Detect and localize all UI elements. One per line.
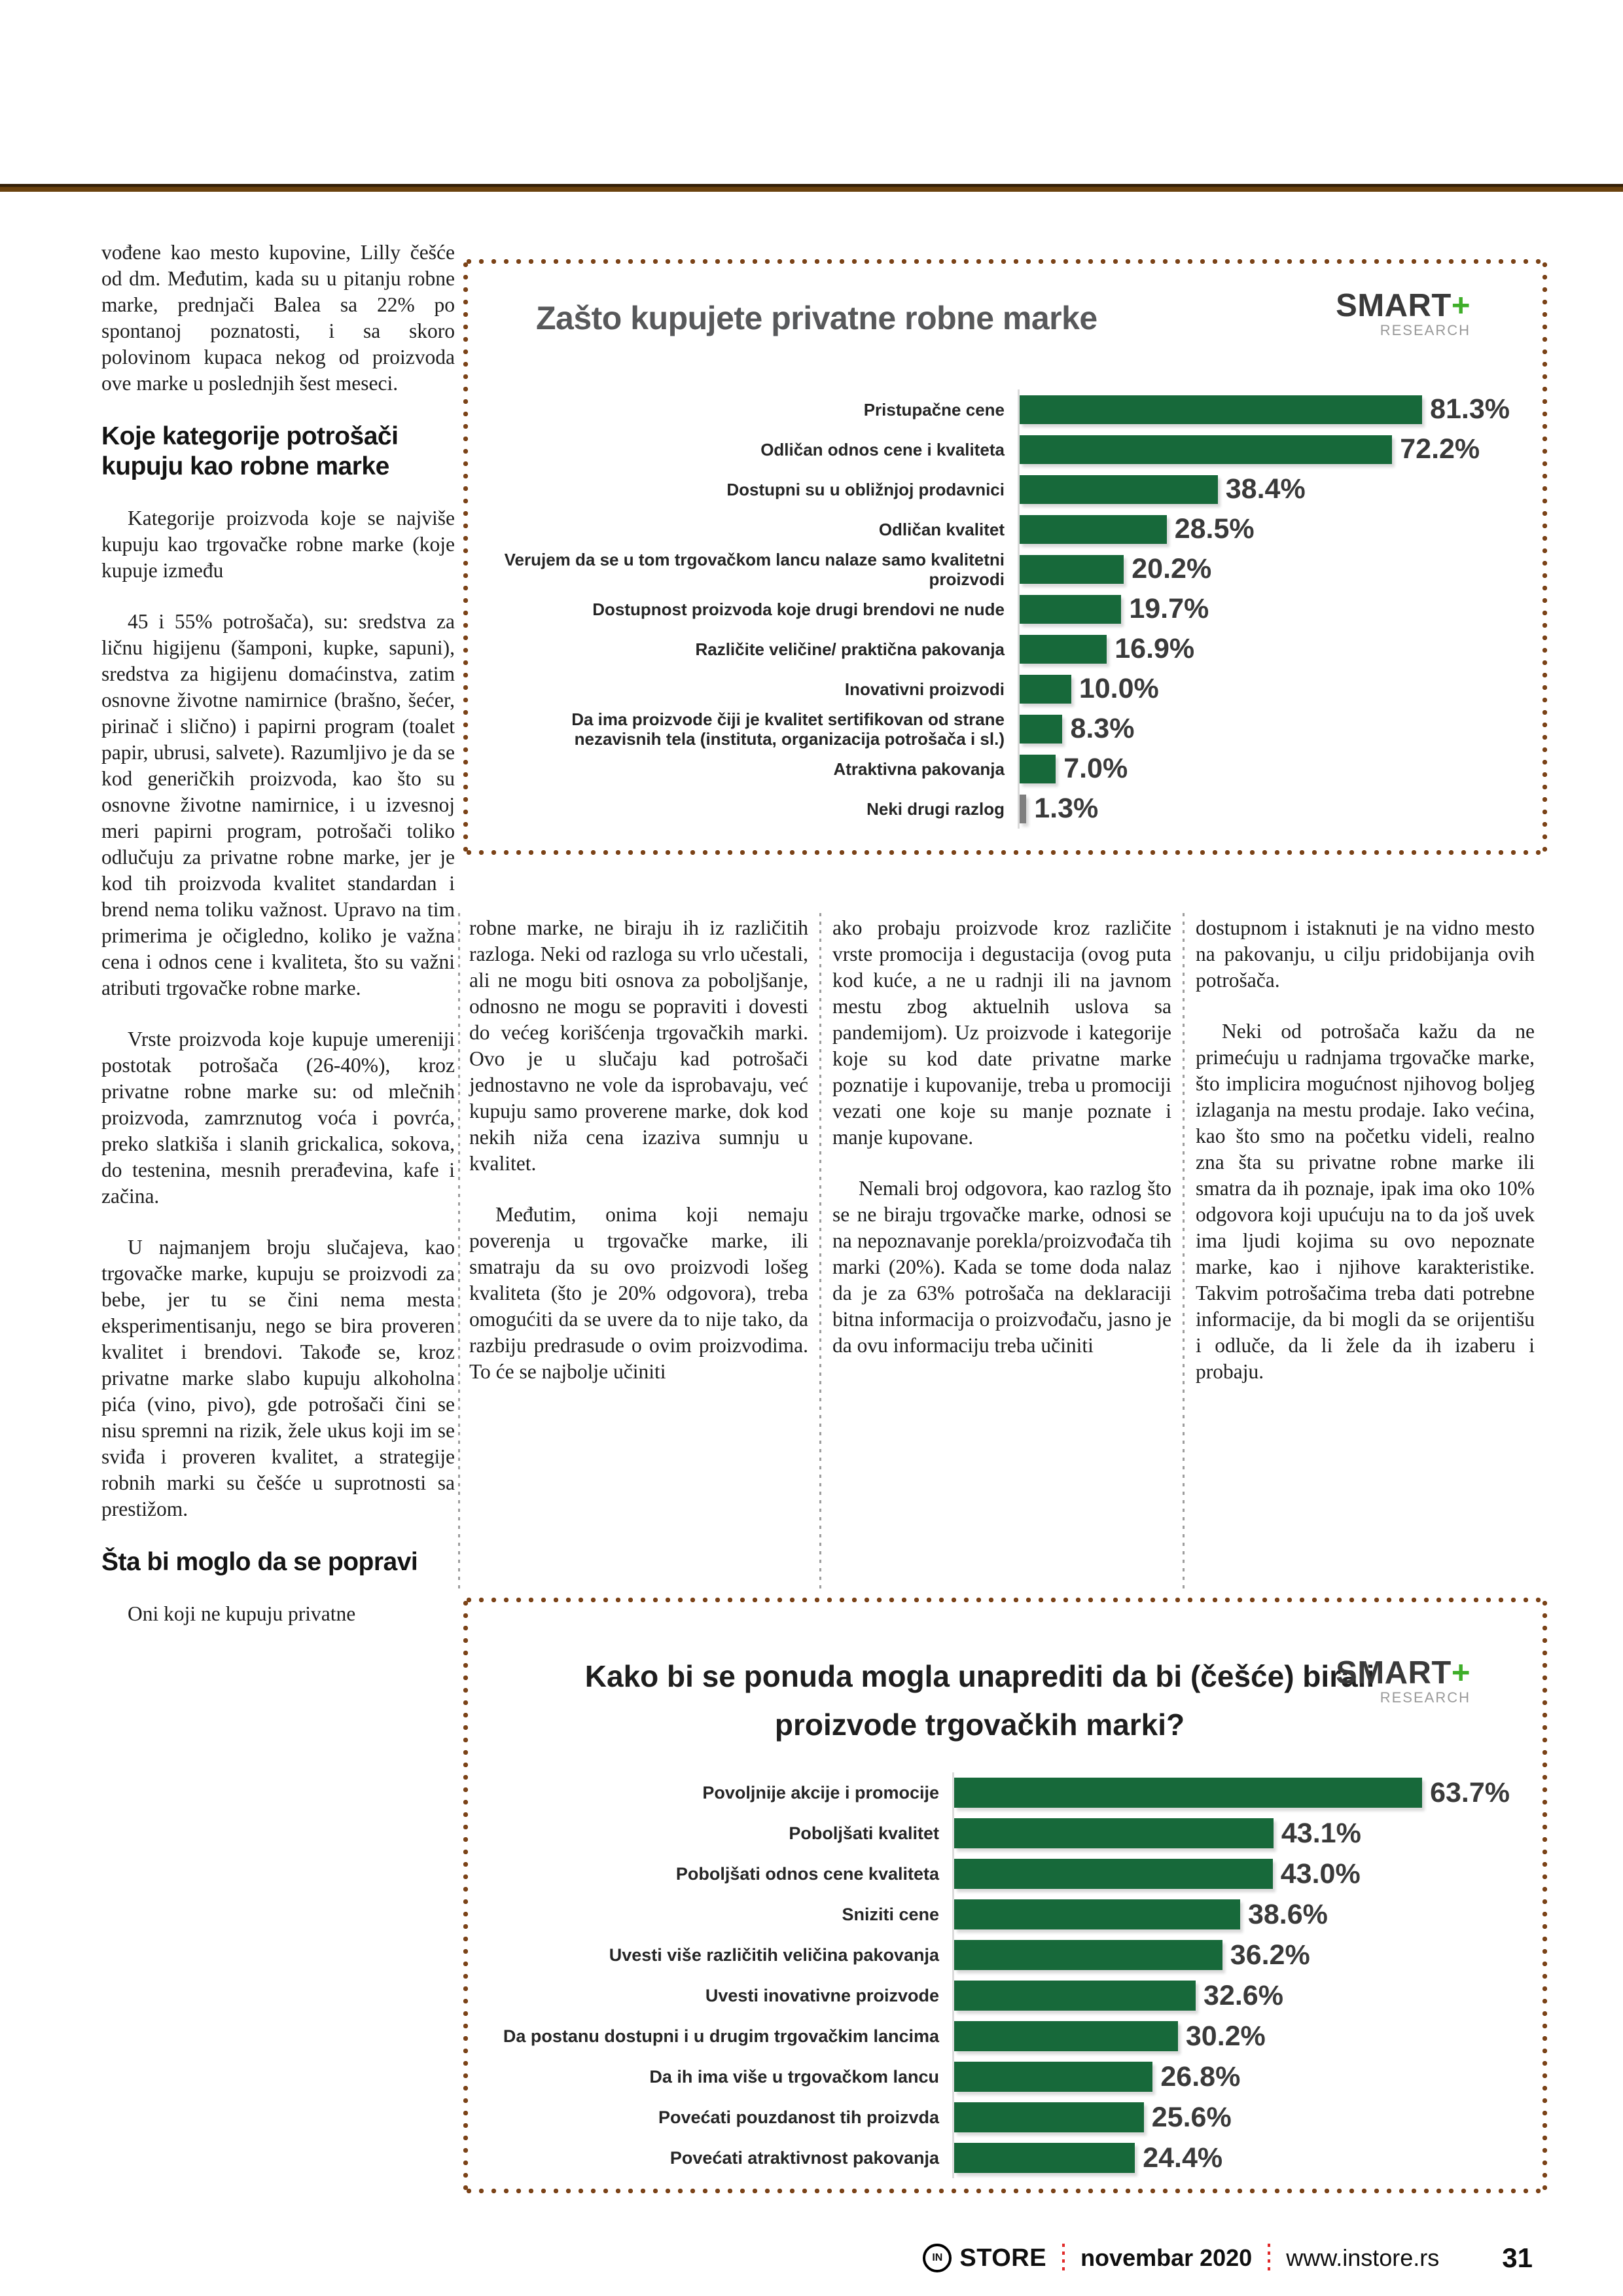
bar-value: 8.3% <box>1070 713 1135 744</box>
bar <box>954 1940 1222 1970</box>
footer-divider <box>1268 2244 1270 2272</box>
bar-value: 10.0% <box>1079 673 1159 704</box>
bar <box>954 2143 1135 2173</box>
bar <box>954 1981 1196 2011</box>
bar-value: 26.8% <box>1160 2060 1241 2092</box>
bar-category-label: Dostupnost proizvoda koje drugi brendovi ne nude <box>592 599 1005 619</box>
dotted-border-bottom <box>463 2188 1548 2194</box>
bar <box>1020 795 1026 823</box>
bar-chart-plot <box>501 389 1510 829</box>
top-rule <box>0 184 1623 192</box>
bar-track <box>952 1935 1510 1975</box>
bar-row <box>501 709 1510 749</box>
dotted-border-bottom <box>463 850 1548 855</box>
bar-row <box>501 1772 1510 1813</box>
dotted-border-right <box>1542 259 1548 855</box>
bar-category-label: Poboljšati odnos cene kvaliteta <box>675 1863 939 1884</box>
bar-value: 28.5% <box>1174 513 1255 545</box>
magazine-brand: STORE <box>959 2244 1047 2272</box>
bar-row <box>501 1975 1510 2016</box>
smart-logo-wordmark <box>1336 1657 1471 1689</box>
bar-row <box>501 1935 1510 1975</box>
bar <box>1020 395 1422 424</box>
dotted-border-top <box>463 1597 1548 1603</box>
bar-track <box>952 2138 1510 2178</box>
smart-research-logo <box>1336 1657 1471 1705</box>
footer-divider <box>1062 2244 1065 2272</box>
bar-value: 19.7% <box>1129 593 1209 624</box>
smart-research-logo <box>1336 290 1471 338</box>
paragraph: 45 i 55% potrošača), su: sredstva za ličnu higijenu (šamponi, kupke, sapuni), sredstva za higijenu domaćinstva, zatim osnovne životne namirnice (brašno, šećer, pirinač i slično) i papirni program (toalet papir, ubrusi, salvete). Razumljivo je da se kod generičkih proizvoda, kao što su osnovne životne namirnice, i u izvesnoj meri papirni program, potrošači toliko odlučuju za privatne robne marke, jer je kod tih proizvoda kvalitet standardan i brend nema toliku važnost. Upravo na tim primerima je očigledno, koliko je važna cena i odnos cene i kvaliteta, što su važni atributi trgovačke robne marke. <box>101 610 455 999</box>
website-url: www.instore.rs <box>1286 2244 1440 2271</box>
bar-track <box>952 1894 1510 1935</box>
bar-category-label: Sniziti cene <box>842 1904 939 1924</box>
bar <box>1020 675 1071 704</box>
bar-value: 30.2% <box>1185 2020 1266 2052</box>
bar-row <box>501 1813 1510 1854</box>
bar <box>954 2062 1152 2092</box>
bar-category-label: Uvesti inovativne proizvode <box>705 1985 939 2005</box>
bar-value: 43.0% <box>1280 1857 1361 1890</box>
bar-value: 36.2% <box>1230 1939 1310 1971</box>
bar <box>954 1818 1274 1848</box>
paragraph: Kategorije proizvoda koje se najviše kupuju kao trgovačke robne marke (koje kupuje između <box>101 507 455 582</box>
bar-category-label: Povećati pouzdanost tih proizvda <box>658 2107 939 2127</box>
smart-logo-text: SMART <box>1336 288 1452 323</box>
bar <box>954 2102 1144 2132</box>
bar <box>1020 715 1062 744</box>
section-heading-categories: Koje kategorije potrošači kupuju kao robne marke <box>101 422 399 480</box>
bar-value: 25.6% <box>1151 2101 1232 2133</box>
bar <box>954 1899 1240 1929</box>
smart-logo-subtext: RESEARCH <box>1380 322 1471 338</box>
bar-category-label: Odličan odnos cene i kvaliteta <box>760 439 1005 459</box>
bar-track <box>952 1854 1510 1894</box>
bar-row <box>501 509 1510 549</box>
plus-icon: + <box>1451 288 1471 323</box>
bar-row <box>501 589 1510 629</box>
page-footer <box>923 2242 1533 2274</box>
bar-track <box>1018 549 1510 589</box>
bar <box>1020 755 1056 783</box>
bar-category-label: Da ih ima više u trgovačkom lancu <box>649 2066 939 2087</box>
dotted-border-top <box>463 259 1548 264</box>
bar-track <box>1018 389 1510 429</box>
column-divider <box>458 913 460 1588</box>
bar-track <box>1018 469 1510 509</box>
bar-track <box>952 2097 1510 2138</box>
bar <box>954 2021 1178 2051</box>
bar-category-label: Atraktivna pakovanja <box>833 759 1005 779</box>
bar-value: 7.0% <box>1063 753 1128 784</box>
bar <box>1020 595 1121 624</box>
bar-row <box>501 669 1510 709</box>
bar-row <box>501 469 1510 509</box>
bar-value: 16.9% <box>1115 633 1195 664</box>
bar-track <box>1018 709 1510 749</box>
article-column-2 <box>469 915 808 1410</box>
bar-row <box>501 2097 1510 2138</box>
bar-category-label: Povoljnije akcije i promocije <box>702 1782 939 1803</box>
smart-logo-subtext: RESEARCH <box>1380 1689 1471 1706</box>
plus-icon: + <box>1451 1655 1471 1691</box>
chart-why-buy-private-labels <box>463 259 1548 855</box>
paragraph: Nemali broj odgovora, kao razlog što se ne biraju trgovačke marke, odnosi se na nepoznavanje porekla/proizvođača tih marki (20%). Kada se tome doda nalaz da je za 63% potrošača na deklaraciji bitna informacija o proizvođaču, jasno je da ovu informaciju treba učiniti <box>832 1177 1171 1357</box>
section-heading-improve: Šta bi moglo da se popravi <box>101 1548 418 1576</box>
bar-track <box>952 2056 1510 2097</box>
bar-category-label: Verujem da se u tom trgovačkom lancu nalaze samo kvalitetni proizvodi <box>504 549 1005 589</box>
bar-category-label: Pristupačne cene <box>863 399 1005 420</box>
bar <box>954 1778 1422 1808</box>
paragraph: vođene kao mesto kupovine, Lilly češće od dm. Međutim, kada su u pitanju robne marke, prednjači Balea sa 22% po spontanoj poznatosti, i sa skoro polovinom kupaca nekog od proizvoda ove marke u poslednjih šest meseci. <box>101 241 455 395</box>
paragraph: Međutim, onima koji nemaju poverenja u trgovačke marke, ili smatraju da su ovo proizvodi lošeg kvaliteta (što je 20% odgovora), treba omogućiti da se uvere da to nije tako, da razbiju predrasude o ovim proizvodima. To će se najbolje učiniti <box>469 1203 808 1383</box>
chart-title-line: Kako bi se ponuda mogla unaprediti da bi (češće) birali <box>584 1659 1375 1693</box>
chart-title: Zašto kupujete privatne robne marke <box>536 300 1097 336</box>
bar-category-label: Neki drugi razlog <box>866 798 1005 819</box>
bar-row <box>501 2138 1510 2178</box>
bar-track <box>1018 789 1510 829</box>
smart-logo-wordmark <box>1336 290 1471 322</box>
bar-category-label: Da postanu dostupni i u drugim trgovačkim lancima <box>503 2026 939 2046</box>
paragraph: robne marke, ne biraju ih iz različitih razloga. Neki od razloga su vrlo učestali, ali ne mogu biti osnova za poboljšanje, odnosno ne mogu se popraviti i dovesti do većeg korišćenja trgovačkih marki. Ovo je u slučaju kad potrošači jednostavno ne vole da isprobavaju, već kupuju samo proverene marke, dok kod nekih niža cena izaziva sumnju u kvalitet. <box>469 916 808 1175</box>
issue-date: novembar 2020 <box>1080 2244 1253 2271</box>
bar-row <box>501 749 1510 789</box>
bar-value: 20.2% <box>1132 553 1212 584</box>
bar <box>954 1859 1273 1889</box>
bar-track <box>1018 629 1510 669</box>
dotted-border-left <box>463 259 469 855</box>
chart-title-line: proizvode trgovačkih marki? <box>774 1708 1185 1742</box>
paragraph: ako probaju proizvode kroz različite vrste promocija i degustacija (ovog puta kod kuće, a ne u radnji ili na javnom mestu zbog aktuelnih uslova sa pandemijom). Uz proizvode i kategorije koje su kod date privatne marke poznatije i kupovanije, treba u promociji vezati one koje su manje poznate i manje kupovane. <box>832 916 1171 1149</box>
bar-track <box>952 1975 1510 2016</box>
dotted-border-right <box>1542 1597 1548 2194</box>
bar <box>1020 555 1124 584</box>
bar-category-label: Povećati atraktivnost pakovanja <box>669 2147 939 2168</box>
bar-value: 63.7% <box>1430 1776 1510 1808</box>
bar-row <box>501 1854 1510 1894</box>
bar-track <box>1018 749 1510 789</box>
bar-value: 32.6% <box>1204 1979 1283 2011</box>
article-column-1 <box>101 240 455 1652</box>
bar-category-label: Inovativni proizvodi <box>844 679 1005 699</box>
bar-value: 1.3% <box>1034 793 1099 824</box>
bar-category-label: Odličan kvalitet <box>878 519 1005 539</box>
bar-value: 72.2% <box>1400 433 1480 465</box>
bar-row <box>501 2056 1510 2097</box>
bar-category-label: Uvesti više različitih veličina pakovanja <box>609 1945 939 1965</box>
paragraph: Oni koji ne kupuju privatne <box>128 1602 356 1625</box>
chart-how-to-improve-offer <box>463 1597 1548 2194</box>
article-column-4 <box>1196 915 1535 1410</box>
paragraph: Vrste proizvoda koje kupuje umereniji postotak potrošača (26-40%), kroz privatne robne marke su: od mlečnih proizvoda, zamrznutog voća i povrća, preko slatkiša i slanih grickalica, sokova, do testenina, mesnih prerađevina, kafe i začina. <box>101 1028 455 1208</box>
bar <box>1020 475 1218 504</box>
bar-track <box>1018 429 1510 469</box>
page-number: 31 <box>1502 2242 1533 2273</box>
bar-value: 24.4% <box>1143 2142 1223 2174</box>
column-divider <box>1183 913 1185 1588</box>
bar <box>1020 515 1167 544</box>
bar-row <box>501 1894 1510 1935</box>
article-column-3 <box>832 915 1171 1384</box>
paragraph: U najmanjem broju slučajeva, kao trgovačke marke, kupuju se proizvodi za bebe, jer tu se čini nema mesta eksperimentisanju, nego se bira proveren kvalitet i brendovi. Takođe se, kroz privatne marke slabo kupuju alkoholna pića (vino, pivo), gde potrošači čini se nisu spremni na rizik, žele ukus koji im se sviđa i proveren kvalitet, a strategije robnih marki su češće u suprotnosti sa prestižom. <box>101 1236 455 1520</box>
bar-row <box>501 629 1510 669</box>
smart-logo-text: SMART <box>1336 1655 1452 1691</box>
dotted-border-left <box>463 1597 469 2194</box>
bar-track <box>952 2016 1510 2056</box>
bar-category-label: Različite veličine/ praktična pakovanja <box>695 639 1005 659</box>
bar-value: 38.4% <box>1225 473 1306 505</box>
bar-category-label: Da ima proizvode čiji je kvalitet sertifikovan od strane nezavisnih tela (instituta, organizacija potrošača i sl.) <box>571 709 1005 749</box>
bar-track <box>1018 589 1510 629</box>
paragraph: Neki od potrošača kažu da ne primećuju u radnjama trgovačke marke, što implicira mogućnost njihovog boljeg izlaganja na mestu prodaje. Iako većina, kao što smo na početku videli, realno zna šta su privatne robne marke ili smatra da ih poznaje, ipak ima oko 10% odgovora koji upućuju na to da još uvek ima ljudi kojima su ovo nepoznate marke, kao i njihove karakteristike. Takvim potrošačima treba dati potrebne informacije, da bi mogli da se orijentišu i odluče, da li žele da ih izaberu i probaju. <box>1196 1020 1535 1383</box>
bar-row <box>501 549 1510 589</box>
column-divider <box>819 913 821 1588</box>
instore-logo-icon: IN <box>923 2244 952 2272</box>
bar-row <box>501 429 1510 469</box>
bar-track <box>1018 509 1510 549</box>
bar-track <box>952 1772 1510 1813</box>
bar-category-label: Poboljšati kvalitet <box>789 1823 939 1843</box>
bar-value: 81.3% <box>1430 393 1510 425</box>
bar-value: 43.1% <box>1281 1817 1361 1849</box>
bar-value: 38.6% <box>1247 1898 1328 1930</box>
paragraph: dostupnom i istaknuti je na vidno mesto na pakovanju, u cilju pridobijanja ovih potrošača. <box>1196 916 1535 992</box>
chart-title <box>561 1652 1399 1749</box>
bar-row <box>501 789 1510 829</box>
bar-track <box>952 1813 1510 1854</box>
bar <box>1020 635 1107 664</box>
bar-chart-plot <box>501 1772 1510 2178</box>
bar-row <box>501 389 1510 429</box>
bar-track <box>1018 669 1510 709</box>
bar-row <box>501 2016 1510 2056</box>
bar-category-label: Dostupni su u obližnjoj prodavnici <box>726 479 1005 499</box>
bar <box>1020 435 1392 464</box>
